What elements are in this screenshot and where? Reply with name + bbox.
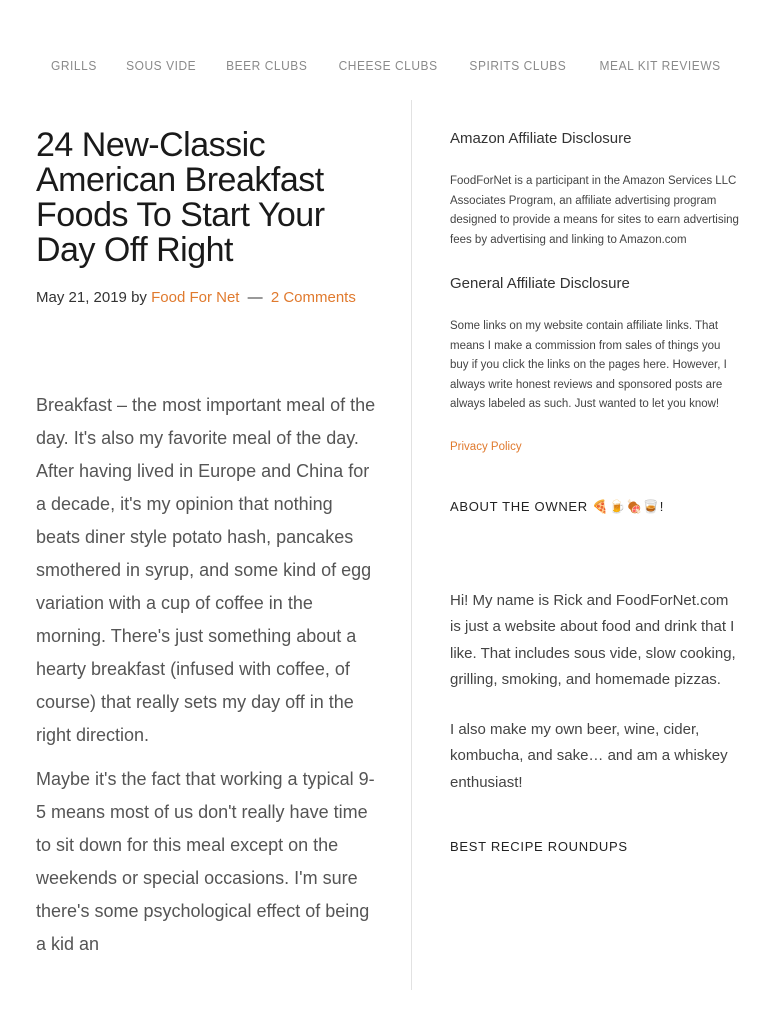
about-owner-title: ABOUT THE OWNER 🍕🍺🍖🥃! xyxy=(450,498,665,514)
amazon-disclosure-heading: Amazon Affiliate Disclosure xyxy=(450,130,632,147)
nav-item-beer-clubs[interactable]: BEER CLUBS xyxy=(226,58,308,73)
article xyxy=(36,128,381,972)
article-meta xyxy=(36,289,381,306)
article-body xyxy=(36,389,381,961)
about-owner-text-2: I also make my own beer, wine, cider, kombucha, and sake… and am a whiskey enthusiast! xyxy=(450,720,728,791)
sidebar xyxy=(450,130,740,854)
byline-by: by xyxy=(131,289,147,306)
comments-link[interactable]: 2 Comments xyxy=(270,289,356,306)
article-paragraph: Maybe it's the fact that working a typical 9-5 means most of us don't really have time to sit down for this meal except on the weekends or special occasions. I'm sure there's some psychological effect of being a kid an xyxy=(36,769,375,954)
article-title: 24 New-Classic American Breakfast Foods To Start Your Day Off Right xyxy=(36,126,325,269)
meta-separator: — xyxy=(247,289,263,306)
general-disclosure-heading: General Affiliate Disclosure xyxy=(450,275,630,292)
column-divider xyxy=(411,100,412,990)
privacy-policy-row xyxy=(450,437,740,455)
best-recipe-roundups-title: BEST RECIPE ROUNDUPS xyxy=(450,839,628,854)
nav-item-sous-vide[interactable]: SOUS VIDE xyxy=(125,58,196,73)
general-disclosure-text: Some links on my website contain affiliate links. That means I make a commission from sales of things you buy if you click the links on the pages here. However, I always write honest reviews and sponsored posts are always labeled as such. Just wanted to let you know! xyxy=(450,320,727,410)
nav-item-spirits-clubs[interactable]: SPIRITS CLUBS xyxy=(469,58,567,73)
top-navigation xyxy=(47,58,721,73)
article-paragraph: Breakfast – the most important meal of the day. It's also my favorite meal of the day. After having lived in Europe and China for a decade, it's my opinion that nothing beats diner style potato hash, pancakes smothered in syrup, and some kind of egg variation with a cup of coffee in the morning. There's just something about a hearty breakfast (infused with coffee, of course) that really sets my day off in the right direction. xyxy=(36,395,376,745)
author-link[interactable]: Food For Net xyxy=(151,289,240,306)
nav-item-meal-kit-reviews[interactable]: MEAL KIT REVIEWS xyxy=(599,58,721,73)
nav-item-grills[interactable]: GRILLS xyxy=(50,58,97,73)
nav-item-cheese-clubs[interactable]: CHEESE CLUBS xyxy=(338,58,438,73)
post-date: May 21, 2019 xyxy=(36,289,127,306)
privacy-policy-link[interactable]: Privacy Policy xyxy=(450,440,522,453)
about-owner-text: Hi! My name is Rick and FoodForNet.com is just a website about food and drink that I like. That includes sous vide, slow cooking, grilling, smoking, and homemade pizzas. xyxy=(450,591,736,688)
amazon-disclosure-text: FoodForNet is a participant in the Amazon Services LLC Associates Program, an affiliate advertising program designed to provide a means for sites to earn advertising fees by advertising and linking to Amazon.com xyxy=(450,175,739,246)
